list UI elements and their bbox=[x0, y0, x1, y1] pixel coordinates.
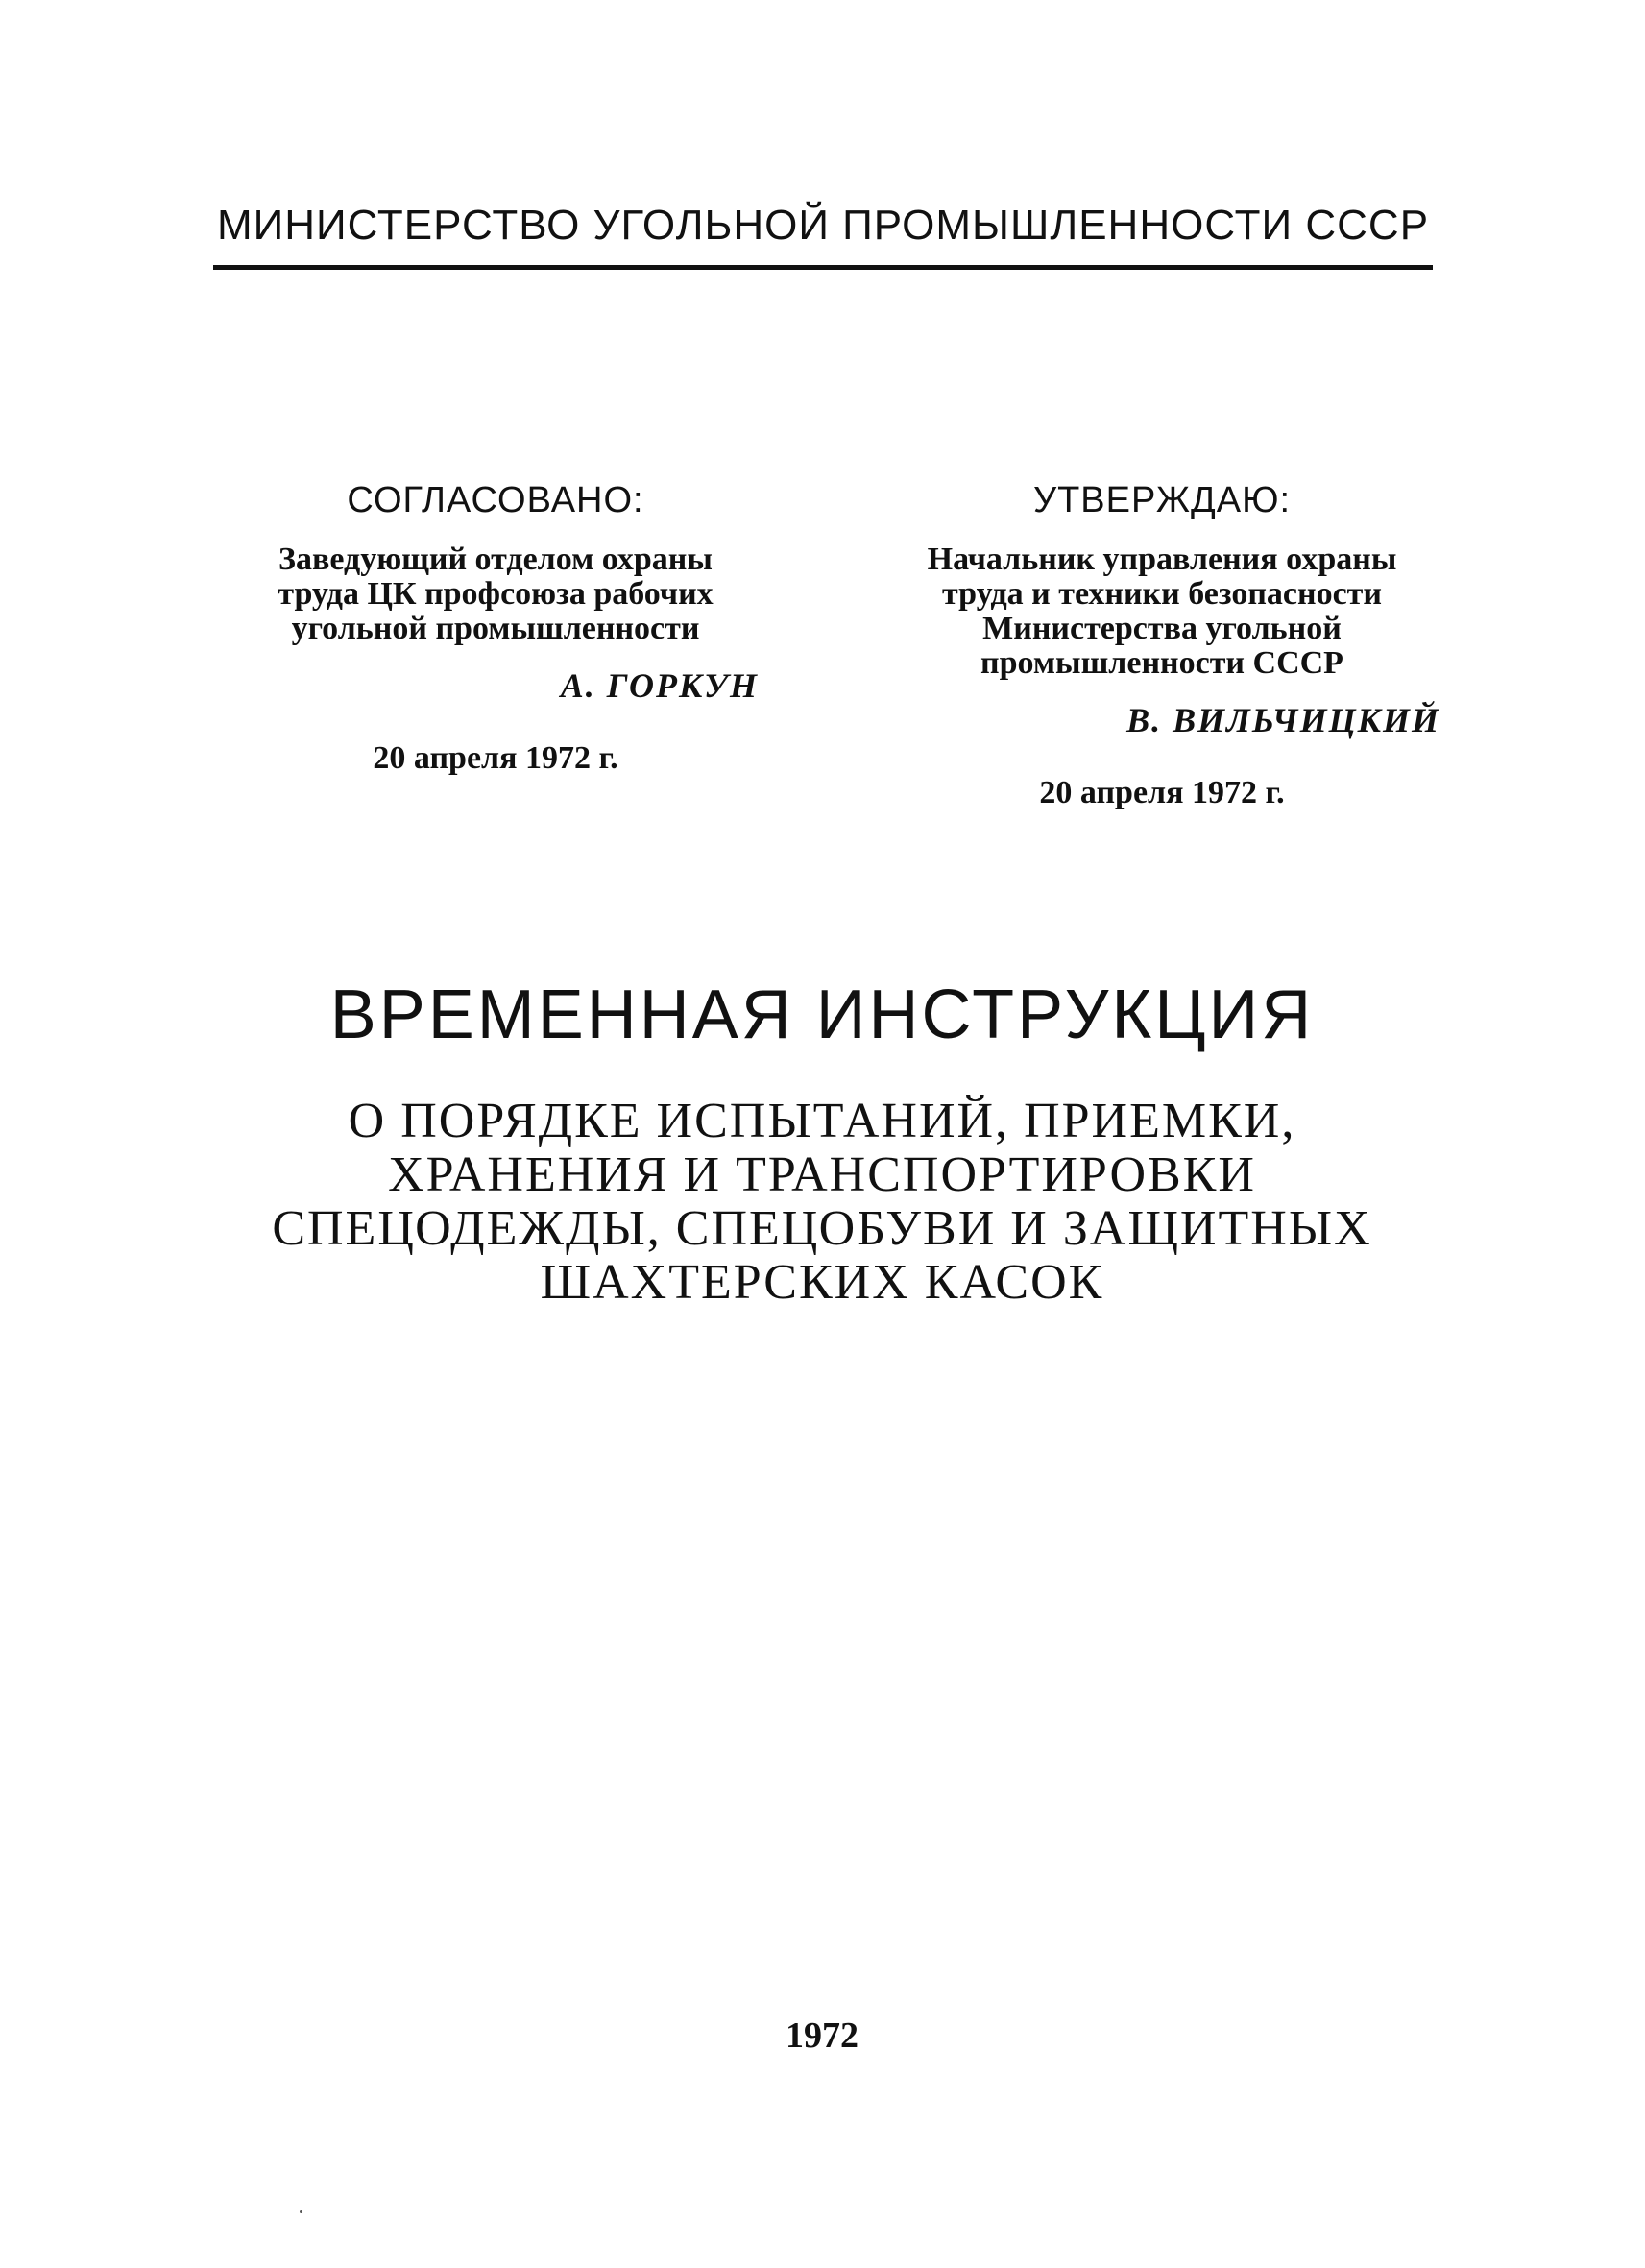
publication-year: 1972 bbox=[786, 2015, 859, 2056]
approved-position-line: Министерства угольной bbox=[982, 611, 1342, 646]
agreed-signer: А. ГОРКУН bbox=[560, 666, 759, 705]
document-title: ВРЕМЕННАЯ ИНСТРУКЦИЯ bbox=[329, 977, 1315, 1053]
approval-agreed-block bbox=[232, 480, 759, 777]
agreed-position-line: труда ЦК профсоюза рабочих bbox=[278, 576, 714, 612]
approved-position bbox=[883, 543, 1440, 681]
ministry-header: МИНИСТЕРСТВО УГОЛЬНОЙ ПРОМЫШЛЕННОСТИ СССР bbox=[216, 202, 1430, 249]
agreed-position-line: Заведующий отделом охраны bbox=[278, 542, 713, 577]
header-divider bbox=[213, 265, 1433, 270]
subtitle-line: О ПОРЯДКЕ ИСПЫТАНИЙ, ПРИЕМКИ, bbox=[348, 1094, 1296, 1148]
approved-signer: В. ВИЛЬЧИЦКИЙ bbox=[1126, 701, 1440, 739]
approved-date: 20 апреля 1972 г. bbox=[1039, 775, 1285, 810]
scan-speck bbox=[300, 2210, 302, 2213]
approved-position-line: труда и техники безопасности bbox=[942, 576, 1382, 612]
approved-position-line: промышленности СССР bbox=[980, 645, 1343, 681]
agreed-heading: СОГЛАСОВАНО: bbox=[347, 480, 644, 520]
approval-approved-block bbox=[883, 480, 1440, 811]
subtitle-line: СПЕЦОДЕЖДЫ, СПЕЦОБУВИ И ЗАЩИТНЫХ bbox=[272, 1201, 1372, 1256]
agreed-position bbox=[232, 543, 759, 646]
approved-heading: УТВЕРЖДАЮ: bbox=[1032, 480, 1292, 520]
agreed-date: 20 апреля 1972 г. bbox=[373, 740, 618, 776]
approved-position-line: Начальник управления охраны bbox=[927, 542, 1397, 577]
agreed-position-line: угольной промышленности bbox=[291, 611, 700, 646]
subtitle-line: ХРАНЕНИЯ И ТРАНСПОРТИРОВКИ bbox=[388, 1147, 1256, 1202]
document-subtitle bbox=[150, 1095, 1494, 1310]
subtitle-line: ШАХТЕРСКИХ КАСОК bbox=[540, 1255, 1104, 1310]
